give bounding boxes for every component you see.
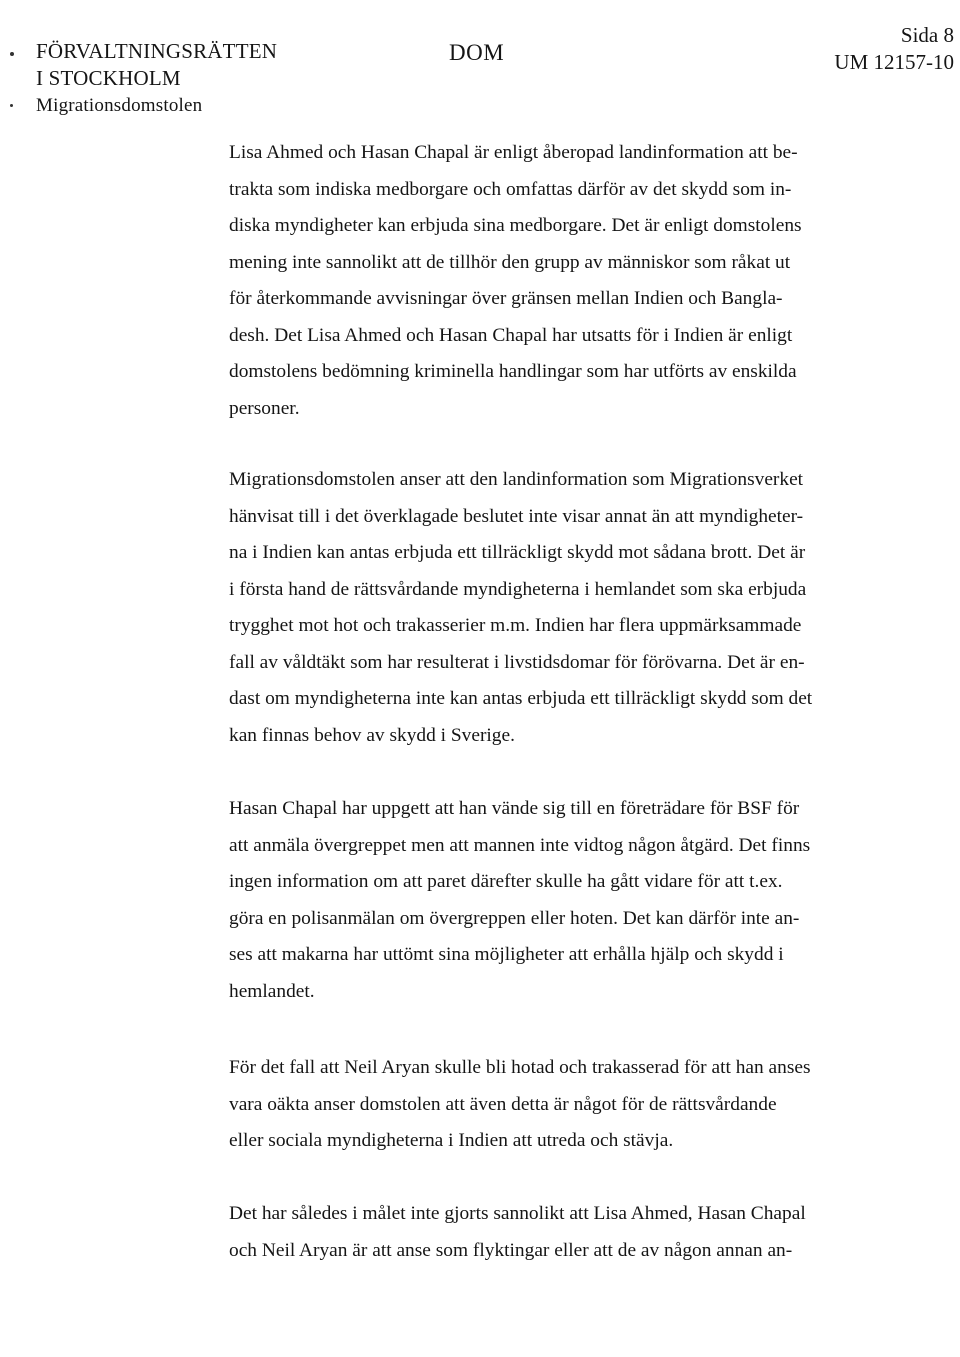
text-line: Hasan Chapal har uppgett att han vände sig till en företrädare för BSF för bbox=[229, 798, 800, 819]
court-name-line1: FÖRVALTNINGSRÄTTEN bbox=[36, 39, 278, 63]
text-line: Lisa Ahmed och Hasan Chapal är enligt åberopad landinformation att be- bbox=[229, 142, 798, 163]
paragraph-3 bbox=[229, 791, 810, 1010]
court-name-line2: I STOCKHOLM bbox=[36, 66, 181, 90]
paragraph-5 bbox=[229, 1196, 806, 1269]
text-line: dast om myndigheterna inte kan antas erbjuda ett tillräckligt skydd som det bbox=[229, 688, 813, 709]
text-line: hänvisat till i det överklagade beslutet inte visar annat än att myndigheter- bbox=[229, 505, 804, 527]
document-type: DOM bbox=[449, 40, 505, 65]
text-line: diska myndigheter kan erbjuda sina medborgare. Det är enligt domstolens bbox=[229, 215, 802, 236]
paragraph-1 bbox=[229, 135, 802, 427]
text-line: hemlandet. bbox=[229, 980, 315, 1002]
text-line: personer. bbox=[229, 397, 300, 419]
text-line: att anmäla övergreppet men att mannen inte vidtog någon åtgärd. Det finns bbox=[229, 834, 811, 856]
paragraph-4 bbox=[229, 1050, 811, 1160]
scan-speck bbox=[10, 52, 14, 56]
text-line: ses att makarna har uttömt sina möjligheter att erhålla hjälp och skydd i bbox=[229, 944, 784, 965]
text-line: na i Indien kan antas erbjuda ett tillräckligt skydd mot sådana brott. Det är bbox=[229, 542, 806, 563]
court-header bbox=[36, 38, 277, 119]
text-line: trakta som indiska medborgare och omfattas därför av det skydd som in- bbox=[229, 178, 792, 200]
text-line: göra en polisanmälan om övergreppen eller hoten. Det kan därför inte an- bbox=[229, 907, 800, 929]
text-line: domstolens bedömning kriminella handlingar som har utförts av enskilda bbox=[229, 361, 797, 382]
text-line: Det har således i målet inte gjorts sannolikt att Lisa Ahmed, Hasan Chapal bbox=[229, 1203, 806, 1224]
text-line: och Neil Aryan är att anse som flyktingar eller att de av någon annan an- bbox=[229, 1239, 793, 1261]
text-line: fall av våldtäkt som har resulterat i livstidsdomar för förövarna. Det är en- bbox=[229, 651, 805, 673]
text-line: desh. Det Lisa Ahmed och Hasan Chapal har utsatts för i Indien är enligt bbox=[229, 324, 793, 346]
page-info bbox=[834, 22, 954, 76]
text-line: för återkommande avvisningar över gränsen mellan Indien och Bangla- bbox=[229, 288, 783, 309]
paragraph-2 bbox=[229, 462, 812, 754]
text-line: Migrationsdomstolen anser att den landinformation som Migrationsverket bbox=[229, 469, 804, 490]
text-line: ingen information om att paret därefter skulle ha gått vidare för att t.ex. bbox=[229, 871, 783, 892]
text-line: trygghet mot hot och trakasserier m.m. Indien har flera uppmärksammade bbox=[229, 615, 802, 636]
text-line: eller sociala myndigheterna i Indien att utreda och stävja. bbox=[229, 1130, 674, 1151]
case-number: UM 12157-10 bbox=[834, 50, 954, 74]
text-line: mening inte sannolikt att de tillhör den grupp av människor som råkat ut bbox=[229, 251, 791, 273]
scan-speck bbox=[10, 104, 13, 107]
text-line: vara oäkta anser domstolen att även detta är något för de rättsvårdande bbox=[229, 1093, 777, 1115]
text-line: i första hand de rättsvårdande myndigheterna i hemlandet som ska erbjuda bbox=[229, 578, 807, 600]
text-line: För det fall att Neil Aryan skulle bli hotad och trakasserad för att han anses bbox=[229, 1057, 811, 1078]
text-line: kan finnas behov av skydd i Sverige. bbox=[229, 724, 515, 746]
court-division: Migrationsdomstolen bbox=[36, 95, 203, 116]
page-number: Sida 8 bbox=[900, 23, 954, 47]
